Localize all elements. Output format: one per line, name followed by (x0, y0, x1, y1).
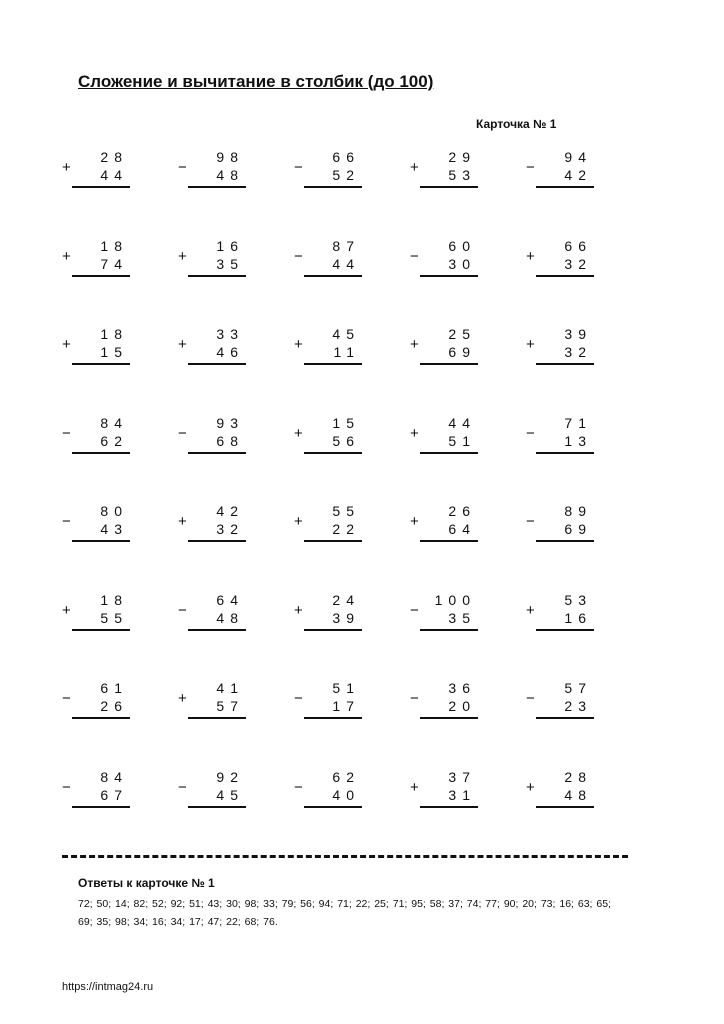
answer-line[interactable] (304, 540, 362, 542)
problem-cell (526, 769, 642, 858)
problem-cell (294, 680, 410, 769)
problem-cell (178, 238, 294, 327)
operator-sign: + (62, 159, 71, 176)
problem-cell (410, 238, 526, 327)
answer-line[interactable] (72, 806, 130, 808)
bottom-number: 56 (332, 432, 360, 449)
answer-line[interactable] (536, 629, 594, 631)
operator-sign: + (526, 778, 535, 796)
problem-cell (62, 592, 178, 681)
problem-cell (62, 415, 178, 504)
answer-line[interactable] (536, 186, 594, 188)
top-number: 87 (332, 237, 360, 254)
bottom-number: 51 (448, 432, 476, 449)
operator-sign: + (178, 336, 187, 353)
problem-cell (410, 592, 526, 681)
bottom-number: 20 (448, 698, 476, 714)
top-number: 24 (332, 591, 360, 608)
bottom-number: 32 (564, 255, 592, 272)
operator-sign: + (294, 513, 303, 530)
problem-cell (294, 238, 410, 327)
answer-line[interactable] (304, 717, 362, 719)
problem-cell (62, 238, 178, 327)
bottom-number: 44 (100, 167, 128, 183)
bottom-number: 35 (216, 255, 244, 272)
problem-cell (526, 326, 642, 415)
problem-cell (410, 149, 526, 238)
problem-cell (294, 592, 410, 681)
problem-cell (294, 769, 410, 858)
top-number: 64 (216, 591, 244, 608)
answer-line[interactable] (536, 717, 594, 719)
operator-sign: − (526, 690, 535, 707)
problem-cell (62, 503, 178, 592)
operator-sign: + (410, 336, 419, 353)
bottom-number: 43 (100, 521, 128, 537)
problem-cell (294, 326, 410, 415)
answer-line[interactable] (420, 540, 478, 542)
answer-line[interactable] (536, 275, 594, 277)
operator-sign: + (410, 778, 419, 796)
top-number: 55 (332, 503, 360, 519)
operator-sign: + (410, 159, 419, 176)
top-number: 98 (216, 149, 244, 165)
operator-sign: + (178, 247, 187, 265)
operator-sign: − (62, 513, 71, 530)
top-number: 62 (332, 768, 360, 785)
answer-line[interactable] (304, 452, 362, 454)
problem-cell (526, 415, 642, 504)
top-number: 42 (216, 503, 244, 519)
bottom-number: 46 (216, 344, 244, 360)
top-number: 60 (448, 237, 476, 254)
bottom-number: 11 (333, 344, 360, 360)
answer-line[interactable] (72, 717, 130, 719)
problem-cell (526, 680, 642, 769)
top-number: 100 (434, 591, 476, 608)
operator-sign: − (294, 778, 303, 796)
answer-line[interactable] (420, 186, 478, 188)
operator-sign: − (294, 690, 303, 707)
top-number: 84 (100, 768, 128, 785)
answer-line[interactable] (188, 186, 246, 188)
bottom-number: 62 (100, 432, 128, 449)
problem-cell (410, 680, 526, 769)
operator-sign: − (526, 513, 535, 530)
operator-sign: + (62, 336, 71, 353)
bottom-number: 35 (448, 609, 476, 626)
answer-line[interactable] (72, 540, 130, 542)
answer-line[interactable] (304, 275, 362, 277)
answer-line[interactable] (188, 275, 246, 277)
bottom-number: 31 (448, 786, 476, 803)
bottom-number: 15 (100, 344, 128, 360)
answer-line[interactable] (420, 806, 478, 808)
top-number: 93 (216, 414, 244, 431)
answer-line[interactable] (72, 275, 130, 277)
top-number: 26 (448, 503, 476, 519)
bottom-number: 13 (564, 432, 592, 449)
top-number: 92 (216, 768, 244, 785)
problem-cell (178, 503, 294, 592)
problem-cell (294, 415, 410, 504)
bottom-number: 17 (332, 698, 360, 714)
operator-sign: − (410, 247, 419, 265)
answer-line[interactable] (188, 717, 246, 719)
answer-line[interactable] (536, 540, 594, 542)
bottom-number: 57 (216, 698, 244, 714)
footer-url[interactable]: https://intmag24.ru (62, 981, 154, 993)
operator-sign: + (178, 513, 187, 530)
problem-cell (62, 769, 178, 858)
answer-line[interactable] (304, 629, 362, 631)
answer-line[interactable] (304, 806, 362, 808)
operator-sign: + (410, 424, 419, 442)
problem-cell (178, 592, 294, 681)
bottom-number: 68 (216, 432, 244, 449)
answer-line[interactable] (188, 540, 246, 542)
operator-sign: + (294, 601, 303, 619)
operator-sign: + (526, 336, 535, 353)
answers-title: Ответы к карточке № 1 (78, 876, 215, 890)
problem-cell (178, 326, 294, 415)
bottom-number: 48 (216, 609, 244, 626)
bottom-number: 23 (564, 698, 592, 714)
answer-line[interactable] (188, 806, 246, 808)
top-number: 16 (216, 237, 244, 254)
problem-cell (62, 149, 178, 238)
top-number: 41 (216, 680, 244, 696)
answer-line[interactable] (72, 452, 130, 454)
operator-sign: − (410, 601, 419, 619)
operator-sign: − (62, 690, 71, 707)
bottom-number: 32 (564, 344, 592, 360)
operator-sign: + (178, 690, 187, 707)
bottom-number: 45 (216, 786, 244, 803)
bottom-number: 26 (100, 698, 128, 714)
bottom-number: 53 (448, 167, 476, 183)
problem-cell (410, 326, 526, 415)
top-number: 94 (564, 149, 592, 165)
bottom-number: 40 (332, 786, 360, 803)
operator-sign: − (178, 159, 187, 176)
top-number: 53 (564, 591, 592, 608)
top-number: 28 (100, 149, 128, 165)
top-number: 66 (332, 149, 360, 165)
bottom-number: 67 (100, 786, 128, 803)
operator-sign: + (62, 247, 71, 265)
top-number: 18 (100, 237, 128, 254)
bottom-number: 22 (332, 521, 360, 537)
operator-sign: − (178, 601, 187, 619)
bottom-number: 69 (448, 344, 476, 360)
top-number: 57 (564, 680, 592, 696)
top-number: 18 (100, 326, 128, 342)
top-number: 61 (100, 680, 128, 696)
operator-sign: − (526, 424, 535, 442)
operator-sign: − (294, 159, 303, 176)
bottom-number: 16 (564, 609, 592, 626)
answer-line[interactable] (188, 363, 246, 365)
answer-line[interactable] (304, 363, 362, 365)
answer-line[interactable] (304, 186, 362, 188)
top-number: 45 (332, 326, 360, 342)
answer-line[interactable] (536, 363, 594, 365)
operator-sign: − (526, 159, 535, 176)
problem-cell (410, 415, 526, 504)
problem-cell (294, 503, 410, 592)
top-number: 28 (564, 768, 592, 785)
problem-cell (62, 326, 178, 415)
top-number: 80 (100, 503, 128, 519)
answer-line[interactable] (420, 717, 478, 719)
problem-cell (410, 503, 526, 592)
answer-line[interactable] (420, 629, 478, 631)
top-number: 66 (564, 237, 592, 254)
problem-cell (526, 503, 642, 592)
answers-list: 72; 50; 14; 82; 52; 92; 51; 43; 30; 98; 33; 79; 56; 94; 71; 22; 25; 71; 95; 58; 37; 74; 77; 90; 20; 73; 16; 63; 65; 69; 35; 98; 34; 16; 34; 17; 47; 22; 68; 76. (78, 898, 611, 928)
top-number: 84 (100, 414, 128, 431)
bottom-number: 48 (216, 167, 244, 183)
answer-line[interactable] (188, 629, 246, 631)
operator-sign: − (178, 778, 187, 796)
operator-sign: + (62, 601, 71, 619)
answer-line[interactable] (188, 452, 246, 454)
problem-cell (178, 149, 294, 238)
bottom-number: 74 (100, 255, 128, 272)
operator-sign: + (526, 247, 535, 265)
top-number: 29 (448, 149, 476, 165)
answer-line[interactable] (420, 452, 478, 454)
top-number: 71 (564, 414, 592, 431)
operator-sign: − (62, 778, 71, 796)
top-number: 89 (564, 503, 592, 519)
problems-grid (62, 149, 642, 857)
operator-sign: + (294, 424, 303, 442)
problem-cell (178, 415, 294, 504)
bottom-number: 48 (564, 786, 592, 803)
page-title: Сложение и вычитание в столбик (до 100) (78, 72, 434, 91)
problem-cell (410, 769, 526, 858)
bottom-number: 52 (332, 167, 360, 183)
bottom-number: 30 (448, 255, 476, 272)
answer-line[interactable] (536, 806, 594, 808)
operator-sign: − (294, 247, 303, 265)
problem-cell (526, 238, 642, 327)
operator-sign: − (410, 690, 419, 707)
top-number: 25 (448, 326, 476, 342)
answer-line[interactable] (72, 629, 130, 631)
bottom-number: 69 (564, 521, 592, 537)
bottom-number: 44 (332, 255, 360, 272)
card-label: Карточка № 1 (476, 117, 557, 131)
problem-cell (294, 149, 410, 238)
answer-line[interactable] (72, 363, 130, 365)
problem-cell (62, 680, 178, 769)
top-number: 51 (332, 680, 360, 696)
operator-sign: − (62, 424, 71, 442)
answer-line[interactable] (536, 452, 594, 454)
answer-line[interactable] (420, 363, 478, 365)
top-number: 36 (448, 680, 476, 696)
problem-cell (526, 149, 642, 238)
top-number: 44 (448, 414, 476, 431)
top-number: 39 (564, 326, 592, 342)
top-number: 37 (448, 768, 476, 785)
bottom-number: 42 (564, 167, 592, 183)
bottom-number: 39 (332, 609, 360, 626)
bottom-number: 55 (100, 609, 128, 626)
bottom-number: 32 (216, 521, 244, 537)
bottom-number: 64 (448, 521, 476, 537)
problem-cell (178, 680, 294, 769)
operator-sign: + (294, 336, 303, 353)
top-number: 15 (332, 414, 360, 431)
operator-sign: − (178, 424, 187, 442)
dashed-divider (62, 855, 628, 858)
top-number: 33 (216, 326, 244, 342)
answer-line[interactable] (72, 186, 130, 188)
problem-cell (526, 592, 642, 681)
problem-cell (178, 769, 294, 858)
operator-sign: + (526, 601, 535, 619)
answer-line[interactable] (420, 275, 478, 277)
operator-sign: + (410, 513, 419, 530)
top-number: 18 (100, 591, 128, 608)
